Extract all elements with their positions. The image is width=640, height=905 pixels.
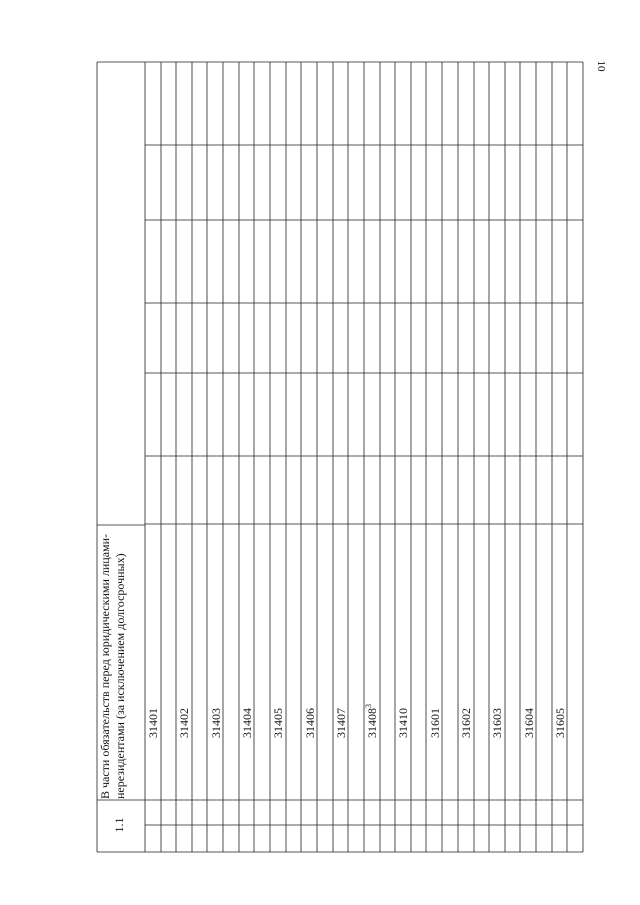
row-code [396,694,410,738]
row-code-text: 31404 [239,708,254,738]
row-code-text: 31405 [271,708,286,738]
row-code-text: 31604 [521,708,536,738]
row-code [459,694,473,738]
section-number: 1.1 [112,817,126,833]
row-code-text: 31402 [177,708,192,738]
row-code [177,694,191,738]
footnote-marker: 3 [364,704,374,708]
row-code-text: 31407 [333,708,348,738]
row-code [553,694,567,738]
row-code-text: 31406 [302,708,317,738]
row-code [365,694,379,738]
row-code [303,694,317,738]
row-code-text: 31603 [490,708,505,738]
row-code-text: 31410 [396,708,411,738]
row-code-text: 31602 [459,708,473,738]
row-code [240,694,254,738]
row-code [334,694,348,738]
row-code-text: 31601 [427,708,442,738]
row-code [428,694,442,738]
row-code [209,694,223,738]
row-code [146,694,160,738]
page-number: 10 [595,60,607,72]
row-code-text: 31401 [146,708,160,738]
row-code-text: 31605 [552,708,567,738]
section-title: В части обязательств перед юридическими лицами-нерезидентами (за исключением долгосрочных) [98,533,127,799]
row-code-text: 31408 [365,708,380,738]
row-code [271,694,285,738]
row-code-text: 31403 [208,708,223,738]
row-code [490,694,504,738]
row-code [522,694,536,738]
